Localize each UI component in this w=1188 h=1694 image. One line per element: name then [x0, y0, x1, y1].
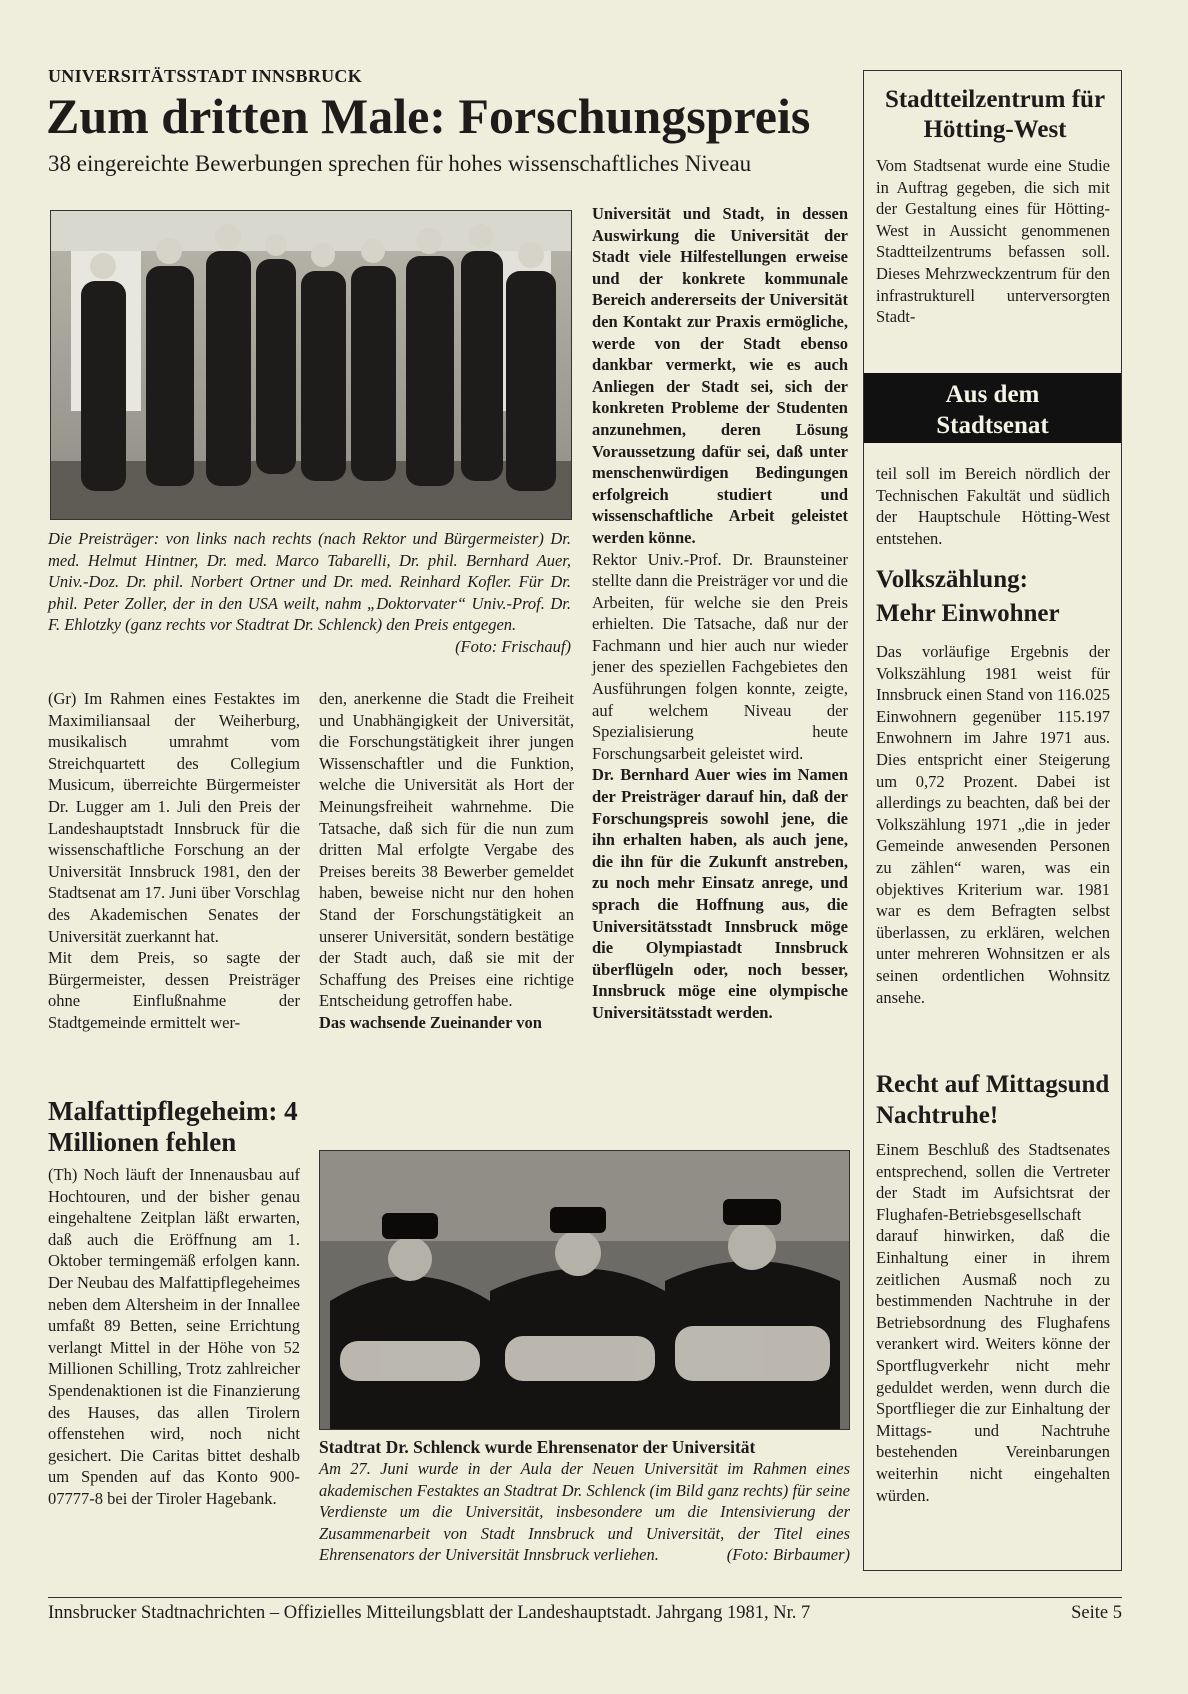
- page-number: Seite 5: [1071, 1603, 1122, 1623]
- sidebar-paragraph: Das vorläufige Ergebnis der Volkszählung 1981 weist für Innsbruck einen Stand von 116.025 Einwohnern gegenüber 115.197 Enwohnern im Jahre 1971 aus. Dies entspricht einer Steigerung um 0,72 Prozent. Dabei ist allerdings zu beachten, daß bei der Volkszählung 1971 „die in jeder Gemeinde anwesenden Personen zu zählen“ waren, was ein objektives Kriterium war. 1981 war es dem Befragten selbst überlassen, zu erklären, welchen unter mehreren Wohnsitzen er als seinen ordentlichen Wohnsitz ansehe.: [876, 642, 1110, 1007]
- article1-paragraph: den, anerkenne die Stadt die Freiheit und Unabhängigkeit der Universität, die Forschungstätigkeit ihrer jungen Wissenschaftler und die Funktion, welche die Universität als Hort der Meinungsfreiheit wahrnehme. Die Tatsache, daß sich für die nun zum dritten Mal erfolgte Vergabe des Preises bereits 38 Bewerber gemeldet haben, beweise nicht nur den hohen Stand der Forschungstätigkeit an unserer Universität, sondern bestätige der Stadt auch, daß sie mit der Schaffung des Preises eine richtige Entscheidung getroffen habe.: [319, 689, 574, 1011]
- sidebar-title-volkszaehlung: Volkszählung: Mehr Einwohner: [876, 566, 1060, 627]
- article1-bold-paragraph: Dr. Bernhard Auer wies im Namen der Preisträger darauf hin, daß der Forschungspreis sowohl jene, die ihn erhalten haben, als auch jene, die ihn für die Zukunft anstreben, zu noch mehr Einsatz anrege, und sprach die Hoffnung aus, die Universitätsstadt Innsbruck möge die Olympiastadt Innsbruck überflügeln oder, noch besser, Innsbruck möge eine olympische Universitätsstadt werden.: [592, 765, 848, 1022]
- footer-rule: [48, 1597, 1122, 1598]
- sidebar-body: [876, 1139, 1110, 1506]
- photo1-credit: (Foto: Frischauf): [455, 636, 571, 656]
- aus-dem-stadtsenat-box: Aus dem Stadtsenat: [864, 373, 1121, 443]
- article2-paragraph: (Th) Noch läuft der Innenausbau auf Hochtouren, und der bisher genau eingehaltene Zeitplan läßt erwarten, daß auch die Eröffnung am 1. Oktober termingemäß erfolgen kann. Der Neubau des Malfattipflegeheimes neben dem Altersheim in der Innallee umfaßt 89 Betten, seine Errichtung verlangt Mittel in der Höhe von 52 Millionen Schilling, Trotz zahlreicher Spendenaktionen ist die Finanzierung des Hauses, das allen Tirolern offenstehen wird, noch nicht gesichert. Die Caritas bittet deshalb um Spenden auf das Konto 900-07777-8 bei der Tiroler Hagebank.: [48, 1165, 300, 1508]
- ehrensenator-photo-image: [320, 1151, 849, 1429]
- photo1-caption: [48, 528, 571, 658]
- ehrensenator-photo: [319, 1150, 850, 1430]
- photo2-credit: (Foto: Birbaumer): [726, 1545, 850, 1565]
- headline: Zum dritten Male: Forschungspreis: [46, 88, 811, 144]
- photo2-caption: [319, 1436, 850, 1566]
- photo1-caption-text: Die Preisträger: von links nach rechts (nach Rektor und Bürgermeister) Dr. med. Helmut Hintner, Dr. med. Marco Tabarelli, Dr. phil. Bernhard Auer, Univ.-Doz. Dr. phil. Norbert Ortner und Dr. med. Reinhard Kofler. Für Dr. phil. Peter Zoller, der in den USA weilt, nahm „Doktorvater“ Univ.-Prof. Dr. F. Ehlotzky (ganz rechts vor Stadtrat Dr. Schlenck) den Preis entgegen.: [48, 529, 571, 635]
- sidebar-body: [876, 463, 1110, 549]
- sidebar-body: [876, 641, 1110, 1008]
- article2-headline: Malfattipflegeheim: 4 Millionen fehlen: [48, 1096, 298, 1157]
- photo2-caption-body: Am 27. Juni wurde in der Aula der Neuen Universität im Rahmen eines akademischen Festaktes an Stadtrat Dr. Schlenck (im Bild ganz rechts) für seine Verdienste um die Universität, insbesondere um die Intensivierung der Zusammenarbeit von Stadt Innsbruck und Universität, der Titel eines Ehrensenators der Universität Innsbruck verliehen.: [319, 1459, 850, 1565]
- photo2-title: Stadtrat Dr. Schlenck wurde Ehrensenator der Universität: [319, 1437, 756, 1457]
- sidebar-title-stadtteilzentrum: Stadtteilzentrum für Hötting-West: [884, 86, 1106, 143]
- article1-col2: [319, 688, 574, 1034]
- article1-paragraph: (Gr) Im Rahmen eines Festaktes im Maximiliansaal der Weiherburg, musikalisch umrahmt vom Streichquartett des Collegium Musicum, überreichte Bürgermeister Dr. Lugger am 1. Juli den Preis der Landeshauptstadt Innsbruck für die wissenschaftliche Forschung an der Universität Innsbruck 1981, den der Stadtsenat am 17. Juni über Vorschlag des Akademischen Senates der Universität zuerkannt hat.: [48, 689, 300, 946]
- article1-paragraph: Mit dem Preis, so sagte der Bürgermeister, dessen Preisträger ohne Einflußnahme der Stadtgemeinde ermittelt wer-: [48, 948, 300, 1032]
- photo2-caption-text: [319, 1458, 850, 1566]
- sidebar-paragraph: Vom Stadtsenat wurde eine Studie in Auftrag gegeben, die sich mit der Gestaltung eines für Hötting-West in Aussicht genommenen Stadtteilzentrums befassen soll. Dieses Mehrzweckzentrum für den infrastrukturell unterversorgten Stadt-: [876, 156, 1110, 327]
- sidebar: [863, 70, 1122, 1571]
- article1-bold-paragraph: Universität und Stadt, in dessen Auswirkung die Universität der Stadt viele Hilfestellungen erweise und der konkrete kommunale Bereich andererseits der Universität den Kontakt zur Praxis ermögliche, werde von der Stadt ebenso dankbar vermerkt, wie es auch Anliegen der Stadt sei, sich der konkreten Probleme der Studenten anzunehmen, deren Lösung Voraussetzung dafür sei, daß unter menschenwürdigen Bedingungen erfolgreich studiert und wissenschaftliche Arbeit geleistet werden könne.: [592, 204, 848, 547]
- prize-winners-photo-image: [51, 211, 571, 519]
- sidebar-title-nachtruhe: Recht auf Mittagsund Nachtruhe!: [876, 1071, 1110, 1129]
- article1-bold-paragraph: Das wachsende Zueinander von: [319, 1012, 542, 1032]
- sidebar-paragraph: teil soll im Bereich nördlich der Technischen Fakultät und südlich der Hauptschule Hötting-West entstehen.: [876, 464, 1110, 548]
- prize-winners-photo: [50, 210, 572, 520]
- article2-body: [48, 1164, 300, 1510]
- kicker: UNIVERSITÄTSSTADT INNSBRUCK: [48, 66, 363, 86]
- footer-left: Innsbrucker Stadtnachrichten – Offizielles Mitteilungsblatt der Landeshauptstadt. Jahrgang 1981, Nr. 7: [48, 1603, 811, 1623]
- sidebar-paragraph: Einem Beschluß des Stadtsenates entsprechend, sollen die Vertreter der Stadt im Aufsichtsrat der Flughafen-Betriebsgesellschaft darauf hinwirken, daß die Einhaltung einer in ihrem zeitlichen Ausmaß noch zu bestimmenden Nachtruhe in der Betriebsordnung des Flughafens verankert wird. Weiters könne der Sportflugverkehr nicht mehr geduldet werden, wenn durch die Sportflieger die zur Einhaltung der Mittags- und Nachtruhe bestehenden Vereinbarungen weiterhin nicht eingehalten würden.: [876, 1140, 1110, 1505]
- article1-col3: [592, 203, 848, 1024]
- article1-col1: [48, 688, 300, 1034]
- sidebar-body: [876, 155, 1110, 328]
- subheadline: 38 eingereichte Bewerbungen sprechen für hohes wissenschaftliches Niveau: [48, 151, 752, 176]
- article1-paragraph: Rektor Univ.-Prof. Dr. Braunsteiner stellte dann die Preisträger vor und die Arbeiten, für welche sie den Preis erhielten. Die Tatsache, daß nur der Fachmann und hier auch nur wieder jener des speziellen Fachgebietes den Ausführungen folgen konnte, zeigte, auf welchem Niveau der Spezialisierung heute Forschungsarbeit geleistet wird.: [592, 549, 848, 763]
